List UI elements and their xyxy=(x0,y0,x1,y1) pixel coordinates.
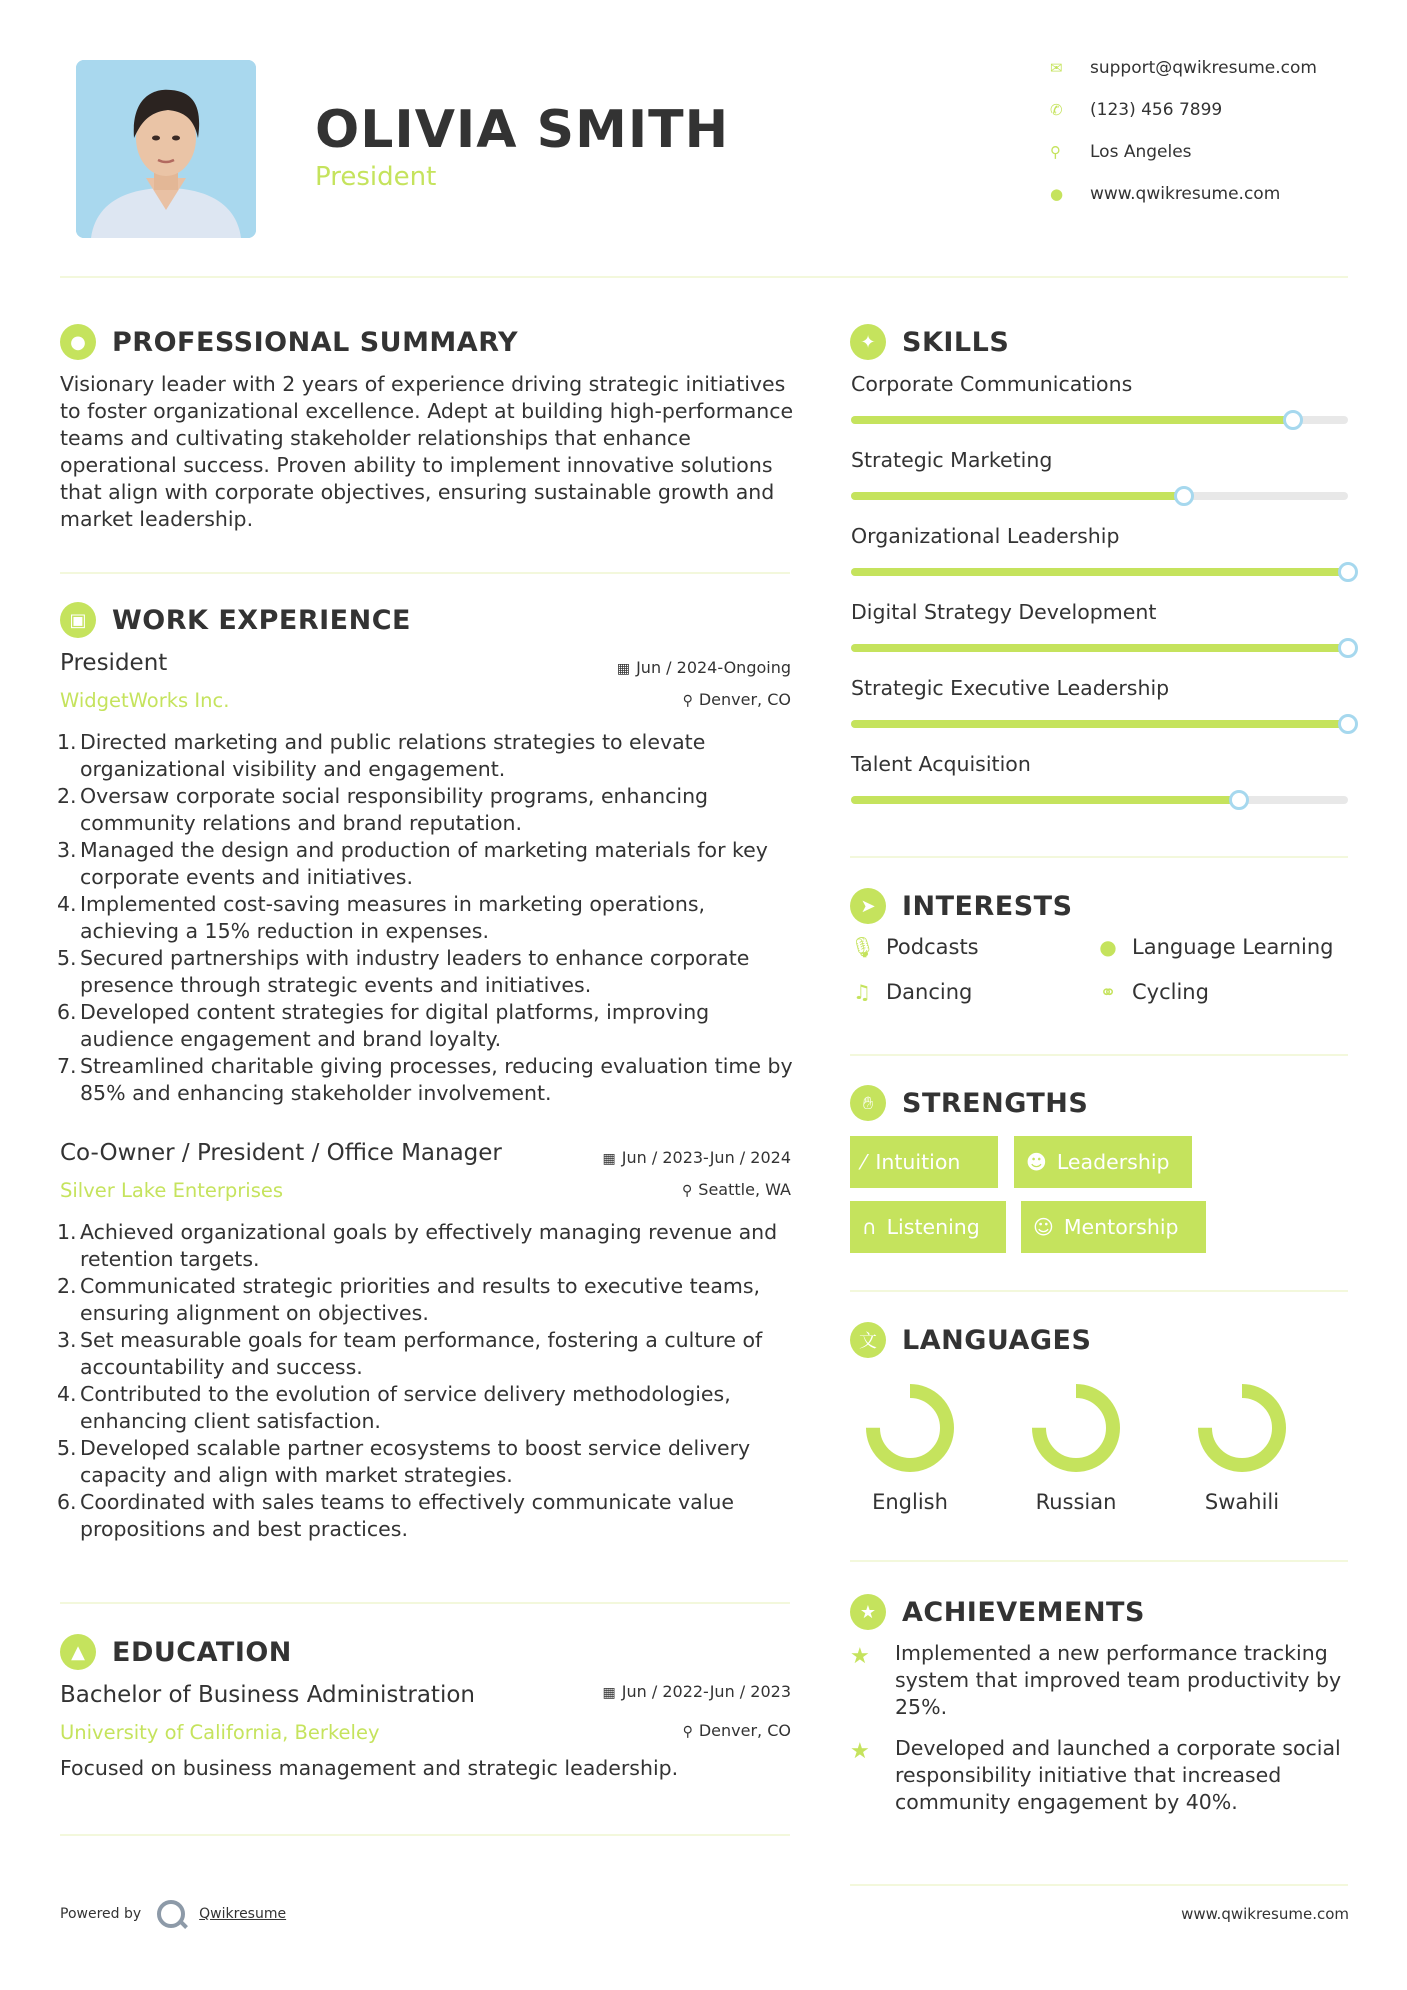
language-item xyxy=(1187,1380,1297,1514)
interest-label: Language Learning xyxy=(1132,935,1334,959)
interests-divider xyxy=(850,1054,1348,1056)
skill-bar xyxy=(851,644,1348,652)
skill-bar-fill xyxy=(851,720,1348,728)
graduation-cap-icon: ▲ xyxy=(60,1634,96,1670)
skill-bar xyxy=(851,568,1348,576)
language-name: Swahili xyxy=(1204,1490,1280,1514)
header-divider xyxy=(60,276,1348,278)
profile-photo xyxy=(76,60,256,238)
summary-text: Visionary leader with 2 years of experience driving strategic initiatives to foster organizational excellence. Adept at building high-performance teams and cultivating stakeholder relationships that enhance operational success. Proven ability to implement innovative solutions that align with corporate objectives, ensuring sustainable growth and market leadership. xyxy=(60,372,794,531)
user-plus-icon: ☺ xyxy=(1033,1215,1054,1239)
qwikresume-logo-icon xyxy=(157,1900,185,1928)
education-divider xyxy=(60,1834,790,1836)
skill-bar-fill xyxy=(851,796,1239,804)
list-item: Coordinated with sales teams to effectively communicate value propositions and best practices. xyxy=(80,1490,735,1541)
interest-item xyxy=(1096,935,1333,959)
skills-title: SKILLS xyxy=(902,326,1010,358)
contact-phone xyxy=(1050,100,1380,120)
job-location-text: Denver, CO xyxy=(698,690,791,709)
interest-label: Podcasts xyxy=(886,935,979,959)
skills-divider xyxy=(850,856,1348,858)
skill-bar-knob xyxy=(1283,410,1303,430)
skill-label: Organizational Leadership xyxy=(851,524,1120,548)
interest-item xyxy=(850,935,979,959)
education-dates xyxy=(603,1682,791,1701)
skill-bar-fill xyxy=(851,416,1293,424)
list-item: Achieved organizational goals by effectively managing revenue and retention targets. xyxy=(80,1220,778,1271)
language-icon: 文 xyxy=(850,1322,886,1358)
skill-label: Corporate Communications xyxy=(851,372,1133,396)
envelope-icon: ✉ xyxy=(1050,59,1063,77)
job-location xyxy=(682,1180,791,1199)
skill-bar xyxy=(851,492,1348,500)
contact-email xyxy=(1050,58,1380,78)
skill-label: Strategic Executive Leadership xyxy=(851,676,1170,700)
job-company: WidgetWorks Inc. xyxy=(60,689,230,712)
education-degree: Bachelor of Business Administration xyxy=(60,1682,475,1708)
skill-bar-fill xyxy=(851,644,1348,652)
job-location xyxy=(683,690,791,709)
qwikresume-link[interactable]: Qwikresume xyxy=(199,1906,287,1922)
strength-label: Intuition xyxy=(875,1150,961,1174)
skill-bar-fill xyxy=(851,568,1348,576)
hand-icon: ✋︎ xyxy=(850,1085,886,1121)
job-location-text: Seattle, WA xyxy=(698,1180,791,1199)
star-icon: ★ xyxy=(850,1644,870,1669)
job-company: Silver Lake Enterprises xyxy=(60,1179,284,1202)
summary-divider xyxy=(60,572,790,574)
briefcase-icon: ▣ xyxy=(60,602,96,638)
calendar-icon: ▦ xyxy=(602,1685,616,1701)
achievements-divider xyxy=(850,1884,1348,1886)
summary-heading xyxy=(60,324,518,360)
summary-title: PROFESSIONAL SUMMARY xyxy=(112,326,519,358)
experience-heading xyxy=(60,602,411,638)
job-dates xyxy=(603,1148,791,1167)
interests-heading xyxy=(850,888,1073,924)
list-item: Managed the design and production of marketing materials for key corporate events and initiatives. xyxy=(80,838,768,889)
candidate-name: OLIVIA SMITH xyxy=(315,100,730,160)
music-icon: ♫ xyxy=(853,980,871,1004)
language-item xyxy=(1021,1380,1131,1514)
job-dates-text: Jun / 2024-Ongoing xyxy=(636,658,791,677)
job-dates-text: Jun / 2023-Jun / 2024 xyxy=(621,1148,791,1167)
strength-badge xyxy=(850,1136,998,1188)
experience-title: WORK EXPERIENCE xyxy=(112,604,411,636)
skill-bar xyxy=(851,720,1348,728)
contact-website xyxy=(1050,184,1380,204)
skill-bar-knob xyxy=(1338,638,1358,658)
footer-powered-by xyxy=(60,1900,286,1928)
education-location xyxy=(683,1721,791,1740)
strength-label: Leadership xyxy=(1056,1150,1170,1174)
wand-icon: ⁄ xyxy=(862,1150,866,1174)
skill-label: Strategic Marketing xyxy=(851,448,1053,472)
globe-icon: ● xyxy=(1050,185,1064,203)
skill-bar-knob xyxy=(1338,562,1358,582)
language-ring xyxy=(862,1380,958,1476)
achievement-item: Implemented a new performance tracking system that improved team productivity by 25%. xyxy=(895,1641,1342,1719)
map-pin-icon: ⚲ xyxy=(1050,143,1061,161)
strengths-title: STRENGTHS xyxy=(902,1087,1089,1119)
job-title: Co-Owner / President / Office Manager xyxy=(60,1140,502,1166)
footer-website[interactable]: www.qwikresume.com xyxy=(1181,1905,1349,1923)
pin-icon: ⚲ xyxy=(682,693,693,709)
strength-label: Mentorship xyxy=(1063,1215,1179,1239)
calendar-icon: ▦ xyxy=(602,1151,616,1167)
skill-label: Digital Strategy Development xyxy=(851,600,1157,624)
languages-heading xyxy=(850,1322,1091,1358)
language-item xyxy=(855,1380,965,1514)
education-heading xyxy=(60,1634,292,1670)
contact-location xyxy=(1050,142,1380,162)
skills-heading xyxy=(850,324,1009,360)
achievements-heading xyxy=(850,1594,1145,1630)
pin-icon: ⚲ xyxy=(682,1724,693,1740)
microphone-icon: 🎙︎ xyxy=(850,935,876,959)
strength-label: Listening xyxy=(886,1215,980,1239)
job-dates xyxy=(617,658,791,677)
trophy-icon: ★ xyxy=(850,1594,886,1630)
strengths-divider xyxy=(850,1290,1348,1292)
job-bullets xyxy=(60,1219,800,1543)
star-icon: ★ xyxy=(850,1739,870,1764)
skill-bar-fill xyxy=(851,492,1184,500)
users-icon: ☻ xyxy=(1026,1150,1047,1174)
strengths-heading xyxy=(850,1085,1088,1121)
education-dates-text: Jun / 2022-Jun / 2023 xyxy=(621,1682,791,1701)
language-ring-arc xyxy=(1205,1391,1279,1465)
language-name: English xyxy=(872,1490,948,1514)
achievement-item: Developed and launched a corporate social responsibility initiative that increased community engagement by 40%. xyxy=(895,1736,1341,1814)
user-icon: ● xyxy=(60,324,96,360)
languages-title: LANGUAGES xyxy=(902,1324,1092,1356)
skill-label: Talent Acquisition xyxy=(851,752,1031,776)
language-ring xyxy=(1028,1380,1124,1476)
candidate-title: President xyxy=(315,162,437,192)
job-bullets xyxy=(60,729,800,1107)
headphones-icon: ∩ xyxy=(862,1215,877,1239)
powered-by-text: Powered by xyxy=(60,1906,142,1922)
list-item: Developed scalable partner ecosystems to boost service delivery capacity and align with market strategies. xyxy=(80,1436,751,1487)
contact-website-text: www.qwikresume.com xyxy=(1090,184,1281,204)
calendar-icon: ▦ xyxy=(616,661,631,677)
interest-label: Cycling xyxy=(1132,980,1209,1004)
phone-icon: ✆ xyxy=(1050,101,1063,119)
language-ring-arc xyxy=(1039,1391,1113,1465)
interests-title: INTERESTS xyxy=(902,890,1073,922)
list-item: Implemented cost-saving measures in marketing operations, achieving a 15% reduction in expenses. xyxy=(80,892,706,943)
strength-badge xyxy=(850,1201,1006,1253)
globe-icon: ● xyxy=(1099,935,1117,959)
skill-bar-knob xyxy=(1229,790,1249,810)
list-item: Set measurable goals for team performance, fostering a culture of accountability and success. xyxy=(80,1328,763,1379)
interest-item xyxy=(850,980,972,1004)
job-title: President xyxy=(60,650,168,676)
contact-email-text: support@qwikresume.com xyxy=(1090,58,1317,78)
list-item: Contributed to the evolution of service delivery methodologies, enhancing client satisfaction. xyxy=(80,1382,731,1433)
list-item: Streamlined charitable giving processes, reducing evaluation time by 85% and enhancing stakeholder involvement. xyxy=(80,1054,793,1105)
contact-phone-text: (123) 456 7899 xyxy=(1090,100,1223,120)
language-name: Russian xyxy=(1035,1490,1117,1514)
contact-location-text: Los Angeles xyxy=(1090,142,1192,162)
skill-bar xyxy=(851,416,1348,424)
skill-bar-knob xyxy=(1174,486,1194,506)
education-title: EDUCATION xyxy=(112,1636,292,1668)
education-location-text: Denver, CO xyxy=(698,1721,791,1740)
education-description: Focused on business management and strategic leadership. xyxy=(60,1756,679,1780)
list-item: Secured partnerships with industry leaders to enhance corporate presence through strategic events and initiatives. xyxy=(80,946,750,997)
language-ring-arc xyxy=(873,1391,947,1465)
strength-badge xyxy=(1021,1201,1206,1253)
strength-badge xyxy=(1014,1136,1192,1188)
bicycle-icon: ⚭ xyxy=(1099,980,1117,1004)
lightbulb-icon: ✦ xyxy=(850,324,886,360)
achievements-title: ACHIEVEMENTS xyxy=(902,1596,1145,1628)
interest-item xyxy=(1096,980,1209,1004)
interest-label: Dancing xyxy=(886,980,973,1004)
list-item: Oversaw corporate social responsibility programs, enhancing community relations and brand reputation. xyxy=(80,784,709,835)
experience-divider xyxy=(60,1602,790,1604)
languages-divider xyxy=(850,1560,1348,1562)
list-item: Communicated strategic priorities and results to executive teams, ensuring alignment on objectives. xyxy=(80,1274,761,1325)
education-school: University of California, Berkeley xyxy=(60,1721,380,1744)
paper-plane-icon: ➤ xyxy=(850,888,886,924)
skill-bar xyxy=(851,796,1348,804)
skill-bar-knob xyxy=(1338,714,1358,734)
list-item: Directed marketing and public relations strategies to elevate organizational visibility and engagement. xyxy=(80,730,706,781)
list-item: Developed content strategies for digital platforms, improving audience engagement and brand loyalty. xyxy=(80,1000,710,1051)
pin-icon: ⚲ xyxy=(682,1183,693,1199)
language-ring xyxy=(1194,1380,1290,1476)
